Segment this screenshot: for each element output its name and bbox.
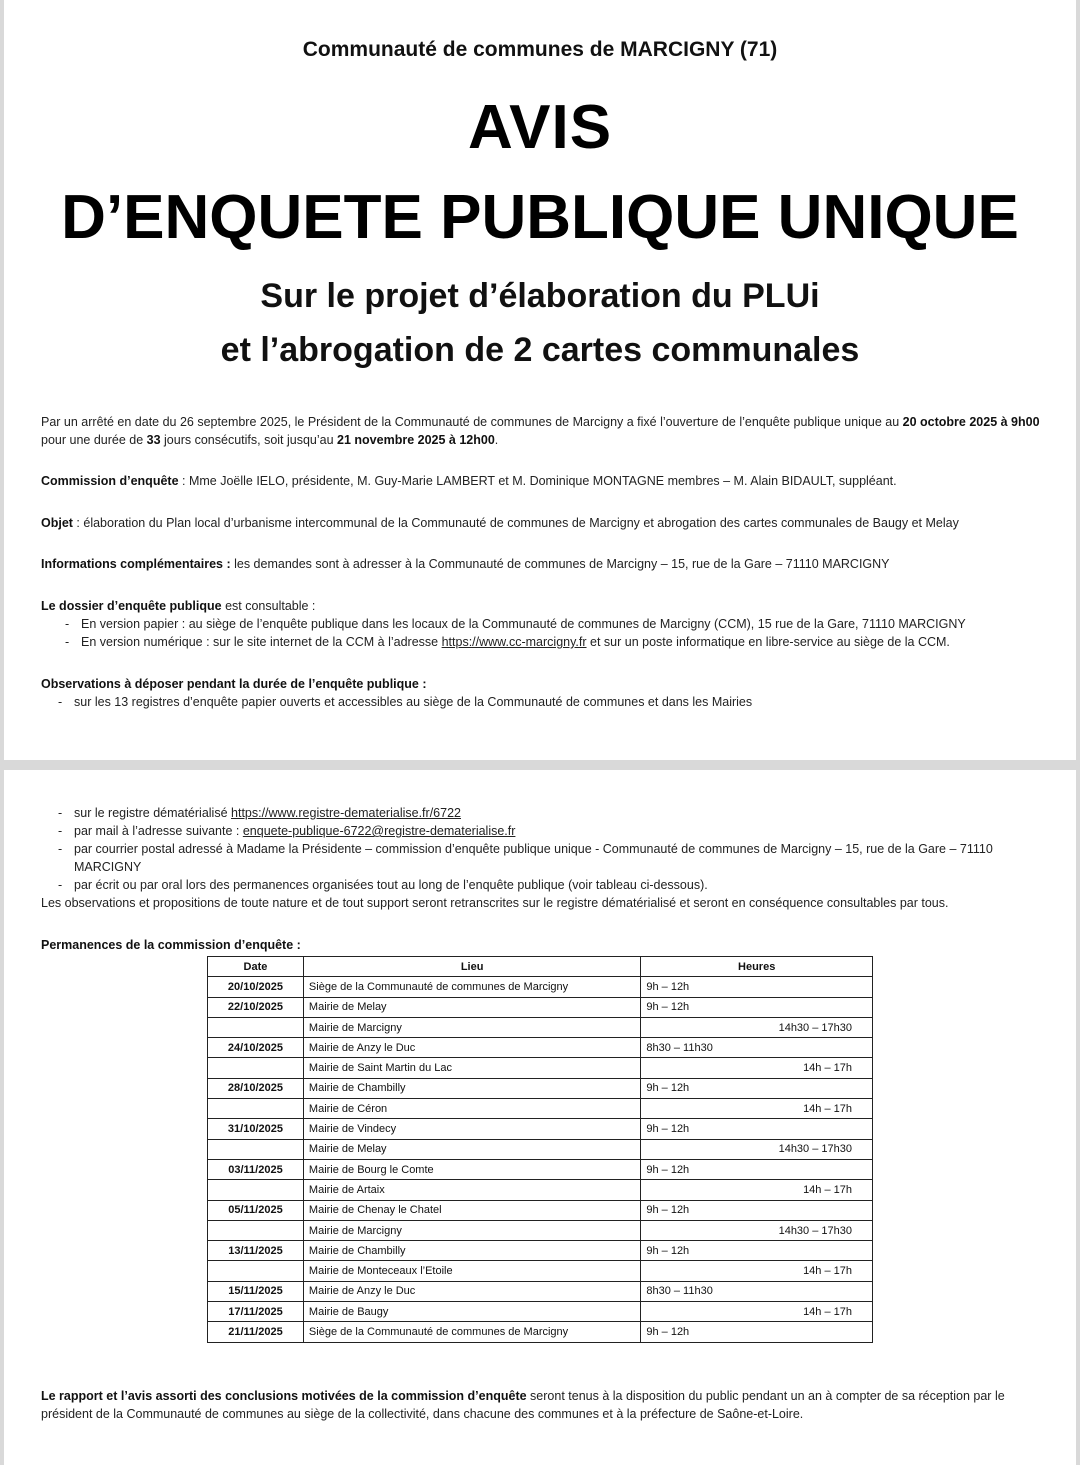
cell-lieu: Mairie de Chambilly xyxy=(303,1241,640,1261)
cell-heures: 9h – 12h xyxy=(641,1119,873,1139)
cell-lieu: Mairie de Céron xyxy=(303,1099,640,1119)
cell-date: 05/11/2025 xyxy=(208,1200,304,1220)
dossier-section xyxy=(41,597,1041,651)
table-body xyxy=(208,977,873,1342)
cell-heures: 9h – 12h xyxy=(641,1241,873,1261)
ccm-website-link[interactable]: https://www.cc-marcigny.fr xyxy=(441,635,587,649)
table-header-row xyxy=(208,957,873,977)
table-row xyxy=(208,1159,873,1179)
list-item: - En version numérique : sur le site internet de la CCM à l’adresse https://www.cc-marcigny.fr et sur un poste informatique en libre-service au siège de la CCM. xyxy=(41,633,1041,651)
table-row xyxy=(208,1119,873,1139)
table-row xyxy=(208,1058,873,1078)
table-row xyxy=(208,1099,873,1119)
cell-heures: 14h – 17h xyxy=(641,1180,873,1200)
cell-date: 22/10/2025 xyxy=(208,997,304,1017)
observations-label: Observations à déposer pendant la durée de l’enquête publique : xyxy=(41,677,427,691)
list-item: - par écrit ou par oral lors des permanences organisées tout au long de l’enquête publique (voir tableau ci-dessous). xyxy=(41,876,1041,894)
cell-heures: 9h – 12h xyxy=(641,1322,873,1342)
permanences-label: Permanences de la commission d’enquête : xyxy=(41,938,301,952)
infos-label: Informations complémentaires : xyxy=(41,557,231,571)
table-row xyxy=(208,1078,873,1098)
list-item: - En version papier : au siège de l’enquête publique dans les locaux de la Communauté de communes de Marcigny (CCM), 15 rue de la Gare, 71110 MARCIGNY xyxy=(41,615,1041,633)
dossier-text: est consultable : xyxy=(221,599,316,613)
cell-heures: 14h – 17h xyxy=(641,1099,873,1119)
infos-paragraph xyxy=(41,555,1041,573)
commission-label: Commission d’enquête xyxy=(41,474,179,488)
intro-text: pour une durée de xyxy=(41,433,147,447)
list-item: - par courrier postal adressé à Madame la Présidente – commission d’enquête publique unique - Communauté de communes de Marcigny – 15, rue de la Gare – 71110 MARCIGNY xyxy=(41,840,1041,876)
notice-subtitle-line1: Sur le projet d’élaboration du PLUi xyxy=(260,277,820,315)
intro-paragraph xyxy=(41,413,1041,449)
organization-name: Communauté de communes de MARCIGNY (71) xyxy=(302,38,778,61)
cell-heures: 8h30 – 11h30 xyxy=(641,1038,873,1058)
table-row xyxy=(208,1261,873,1281)
cell-lieu: Siège de la Communauté de communes de Marcigny xyxy=(303,977,640,997)
cell-lieu: Mairie de Melay xyxy=(303,997,640,1017)
cell-date: 24/10/2025 xyxy=(208,1038,304,1058)
cell-heures: 9h – 12h xyxy=(641,997,873,1017)
cell-heures: 14h30 – 17h30 xyxy=(641,1220,873,1240)
table-row xyxy=(208,997,873,1017)
list-item: - sur les 13 registres d’enquête papier ouverts et accessibles au siège de la Communauté de communes et dans les Mairies xyxy=(41,693,1041,711)
observations-continued xyxy=(41,804,1041,912)
table-row xyxy=(208,1322,873,1342)
table-row xyxy=(208,1220,873,1240)
notice-title: AVIS xyxy=(467,93,613,162)
objet-label: Objet xyxy=(41,516,73,530)
dossier-label: Le dossier d’enquête publique xyxy=(41,599,222,613)
cell-heures: 14h30 – 17h30 xyxy=(641,1017,873,1037)
notice-subtitle-line2: et l’abrogation de 2 cartes communales xyxy=(220,331,860,369)
cell-lieu: Mairie de Anzy le Duc xyxy=(303,1038,640,1058)
objet-text: : élaboration du Plan local d’urbanisme intercommunal de la Communauté de communes de Marcigny et abrogation des cartes communales de Baugy et Melay xyxy=(72,516,959,530)
registre-link[interactable]: https://www.registre-dematerialise.fr/6722 xyxy=(231,806,461,820)
list-item: - sur le registre dématérialisé https://www.registre-dematerialise.fr/6722 xyxy=(41,804,1041,822)
column-header-heures: Heures xyxy=(641,957,873,977)
table-row xyxy=(208,1281,873,1301)
cell-lieu: Mairie de Marcigny xyxy=(303,1017,640,1037)
table-row xyxy=(208,1180,873,1200)
intro-start-date: 20 octobre 2025 à 9h00 xyxy=(902,415,1040,429)
cell-date xyxy=(208,1139,304,1159)
cell-lieu: Mairie de Baugy xyxy=(303,1302,640,1322)
cell-lieu: Mairie de Anzy le Duc xyxy=(303,1281,640,1301)
permanences-label-row xyxy=(41,936,1041,954)
rapport-text: seront tenus à la disposition du public pendant un an à compter de sa réception par le président de la Communauté de communes au siège de la collectivité, dans chacune des communes et à la préfecture de Saône-et-Loire. xyxy=(41,1389,1005,1421)
cell-date: 13/11/2025 xyxy=(208,1241,304,1261)
intro-end-date: 21 novembre 2025 à 12h00 xyxy=(337,433,495,447)
objet-paragraph xyxy=(41,514,1041,532)
table-row xyxy=(208,1139,873,1159)
cell-lieu: Mairie de Melay xyxy=(303,1139,640,1159)
table-row xyxy=(208,977,873,997)
list-item: - par mail à l’adresse suivante : enquete-publique-6722@registre-dematerialise.fr xyxy=(41,822,1041,840)
cell-heures: 14h – 17h xyxy=(641,1261,873,1281)
table-row xyxy=(208,1200,873,1220)
cell-date: 21/11/2025 xyxy=(208,1322,304,1342)
cell-date xyxy=(208,1058,304,1078)
intro-text: . xyxy=(494,433,499,447)
infos-text: les demandes sont à adresser à la Communauté de communes de Marcigny – 15, rue de la Gare – 71110 MARCIGNY xyxy=(230,557,890,571)
cell-heures: 14h – 17h xyxy=(641,1058,873,1078)
column-header-date: Date xyxy=(208,957,304,977)
cell-heures: 14h30 – 17h30 xyxy=(641,1139,873,1159)
cell-heures: 9h – 12h xyxy=(641,1078,873,1098)
cell-lieu: Mairie de Marcigny xyxy=(303,1220,640,1240)
cell-lieu: Mairie de Vindecy xyxy=(303,1119,640,1139)
document-page-2 xyxy=(4,770,1076,1465)
cell-lieu: Siège de la Communauté de communes de Marcigny xyxy=(303,1322,640,1342)
cell-lieu: Mairie de Chenay le Chatel xyxy=(303,1200,640,1220)
cell-date: 15/11/2025 xyxy=(208,1281,304,1301)
observations-section xyxy=(41,675,1041,711)
table-row xyxy=(208,1241,873,1261)
cell-lieu: Mairie de Saint Martin du Lac xyxy=(303,1058,640,1078)
permanences-table xyxy=(207,956,873,1343)
document-page-1 xyxy=(4,0,1076,760)
commission-paragraph xyxy=(41,472,1041,490)
cell-heures: 14h – 17h xyxy=(641,1302,873,1322)
table-row xyxy=(208,1302,873,1322)
cell-lieu: Mairie de Bourg le Comte xyxy=(303,1159,640,1179)
cell-date xyxy=(208,1220,304,1240)
cell-date: 31/10/2025 xyxy=(208,1119,304,1139)
cell-lieu: Mairie de Chambilly xyxy=(303,1078,640,1098)
rapport-paragraph xyxy=(41,1387,1041,1423)
cell-date: 28/10/2025 xyxy=(208,1078,304,1098)
cell-date xyxy=(208,1017,304,1037)
email-link[interactable]: enquete-publique-6722@registre-dematerialise.fr xyxy=(242,824,516,838)
commission-text: : Mme Joëlle IELO, présidente, M. Guy-Marie LAMBERT et M. Dominique MONTAGNE membres – M. Alain BIDAULT, suppléant. xyxy=(178,474,897,488)
intro-text: jours consécutifs, soit jusqu’au xyxy=(160,433,338,447)
intro-text: Par un arrêté en date du 26 septembre 2025, le Président de la Communauté de communes de Marcigny a fixé l’ouverture de l’enquête publique unique au xyxy=(41,415,903,429)
observations-closing: Les observations et propositions de toute nature et de tout support seront retranscrites sur le registre dématérialisé et seront en conséquence consultables par tous. xyxy=(41,896,949,910)
cell-heures: 8h30 – 11h30 xyxy=(641,1281,873,1301)
intro-duration: 33 xyxy=(146,433,161,447)
cell-heures: 9h – 12h xyxy=(641,1200,873,1220)
column-header-lieu: Lieu xyxy=(303,957,640,977)
cell-date xyxy=(208,1261,304,1281)
notice-title-line2: D’ENQUETE PUBLIQUE UNIQUE xyxy=(61,183,1019,252)
cell-heures: 9h – 12h xyxy=(641,1159,873,1179)
cell-date xyxy=(208,1099,304,1119)
cell-heures: 9h – 12h xyxy=(641,977,873,997)
cell-date xyxy=(208,1180,304,1200)
table-row xyxy=(208,1017,873,1037)
cell-lieu: Mairie de Artaix xyxy=(303,1180,640,1200)
rapport-label: Le rapport et l’avis assorti des conclusions motivées de la commission d’enquête xyxy=(41,1389,527,1403)
cell-lieu: Mairie de Monteceaux l’Etoile xyxy=(303,1261,640,1281)
cell-date: 20/10/2025 xyxy=(208,977,304,997)
cell-date: 03/11/2025 xyxy=(208,1159,304,1179)
cell-date: 17/11/2025 xyxy=(208,1302,304,1322)
table-row xyxy=(208,1038,873,1058)
